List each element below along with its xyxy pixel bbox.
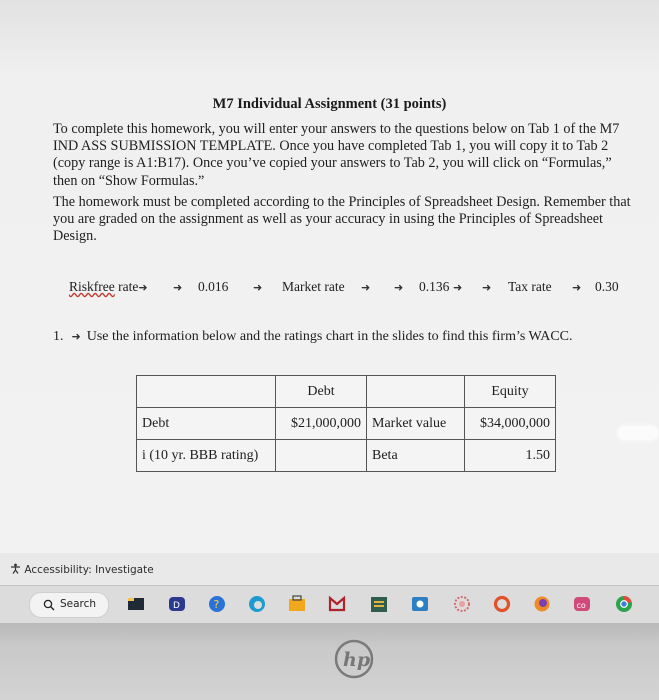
table-cell[interactable] [367,376,465,408]
accessibility-status[interactable]: Accessibility: Investigate [10,563,154,576]
svg-text:hp: hp [343,649,371,671]
table-cell[interactable]: Debt [137,408,276,440]
design-paragraph: The homework must be completed according to the Principles of Spreadsheet Design. Remember that you are graded on the assignment as well as your accuracy in using the Principles of Spreadsheet Design. [53,194,631,245]
table-cell[interactable] [137,376,276,408]
tab-arrow: ➜ [453,281,463,294]
rate-parameters [0,279,659,299]
table-cell[interactable]: Beta [367,440,465,472]
riskfree-label: Riskfree rate➜ [69,279,148,294]
search-icon [43,599,55,611]
help-icon[interactable] [206,594,228,614]
taskbar [0,585,659,624]
calendar-icon[interactable] [368,594,390,614]
video-icon[interactable] [166,594,188,614]
teams-icon[interactable] [571,594,593,614]
assignment-title: M7 Individual Assignment (31 points) [212,96,447,112]
tab-arrow: ➜ [71,330,81,343]
table-header-row [137,376,556,408]
tab-arrow: ➜ [394,281,404,294]
table-cell[interactable]: i (10 yr. BBB rating) [137,440,276,472]
table-cell[interactable]: 1.50 [465,440,556,472]
svg-text:?: ? [213,598,220,611]
edge-icon[interactable] [246,594,268,614]
question-number: 1. [53,329,64,344]
table-row [137,408,556,440]
instructions-paragraph: To complete this homework, you will enter your answers to the questions below on Tab 1 of the M7 IND ASS SUBMISSION TEMPLATE. Once you have completed Tab 1, you will copy it to Tab 2 (copy range is A1:B17). Once you’ve copied your answers to Tab 2, you will click on “Formulas,” then on “Show Formulas.” [53,121,620,189]
table-row [137,440,556,472]
table-cell[interactable] [276,440,367,472]
tax-label: Tax rate [508,279,552,294]
table-cell[interactable]: $21,000,000 [276,408,367,440]
table-cell[interactable]: Equity [465,376,556,408]
tax-value: 0.30 [595,279,619,294]
table-cell[interactable]: Market value [367,408,465,440]
status-bar [0,553,659,583]
scroll-indicator [618,426,658,440]
tab-arrow: ➜ [173,281,183,294]
taskbar-search[interactable]: Search [29,592,109,618]
question-text: Use the information below and the ratings chart in the slides to find this firm’s WACC. [86,329,573,344]
tab-arrow: ➜ [482,281,492,294]
question-1 [53,329,573,345]
hp-logo [334,639,374,679]
store-icon[interactable] [286,594,308,614]
tab-arrow: ➜ [361,281,371,294]
svg-text:D: D [173,601,180,611]
office-icon[interactable] [491,594,513,614]
mail-icon[interactable] [326,594,348,614]
table-cell[interactable]: $34,000,000 [465,408,556,440]
photos-icon[interactable] [409,594,431,614]
table-cell[interactable]: Debt [276,376,367,408]
market-label: Market rate [282,279,345,294]
wacc-input-table [136,375,556,472]
browser-icon[interactable] [531,594,553,614]
tab-arrow: ➜ [253,281,263,294]
settings-icon[interactable] [451,594,473,614]
chrome-icon[interactable] [613,594,635,614]
tab-arrow: ➜ [572,281,582,294]
riskfree-value: 0.016 [198,279,229,294]
market-value: 0.136 [419,279,450,294]
accessibility-icon [10,563,21,574]
laptop-bezel [0,623,659,700]
file-explorer-icon[interactable] [126,594,148,614]
svg-text:co: co [576,601,586,610]
